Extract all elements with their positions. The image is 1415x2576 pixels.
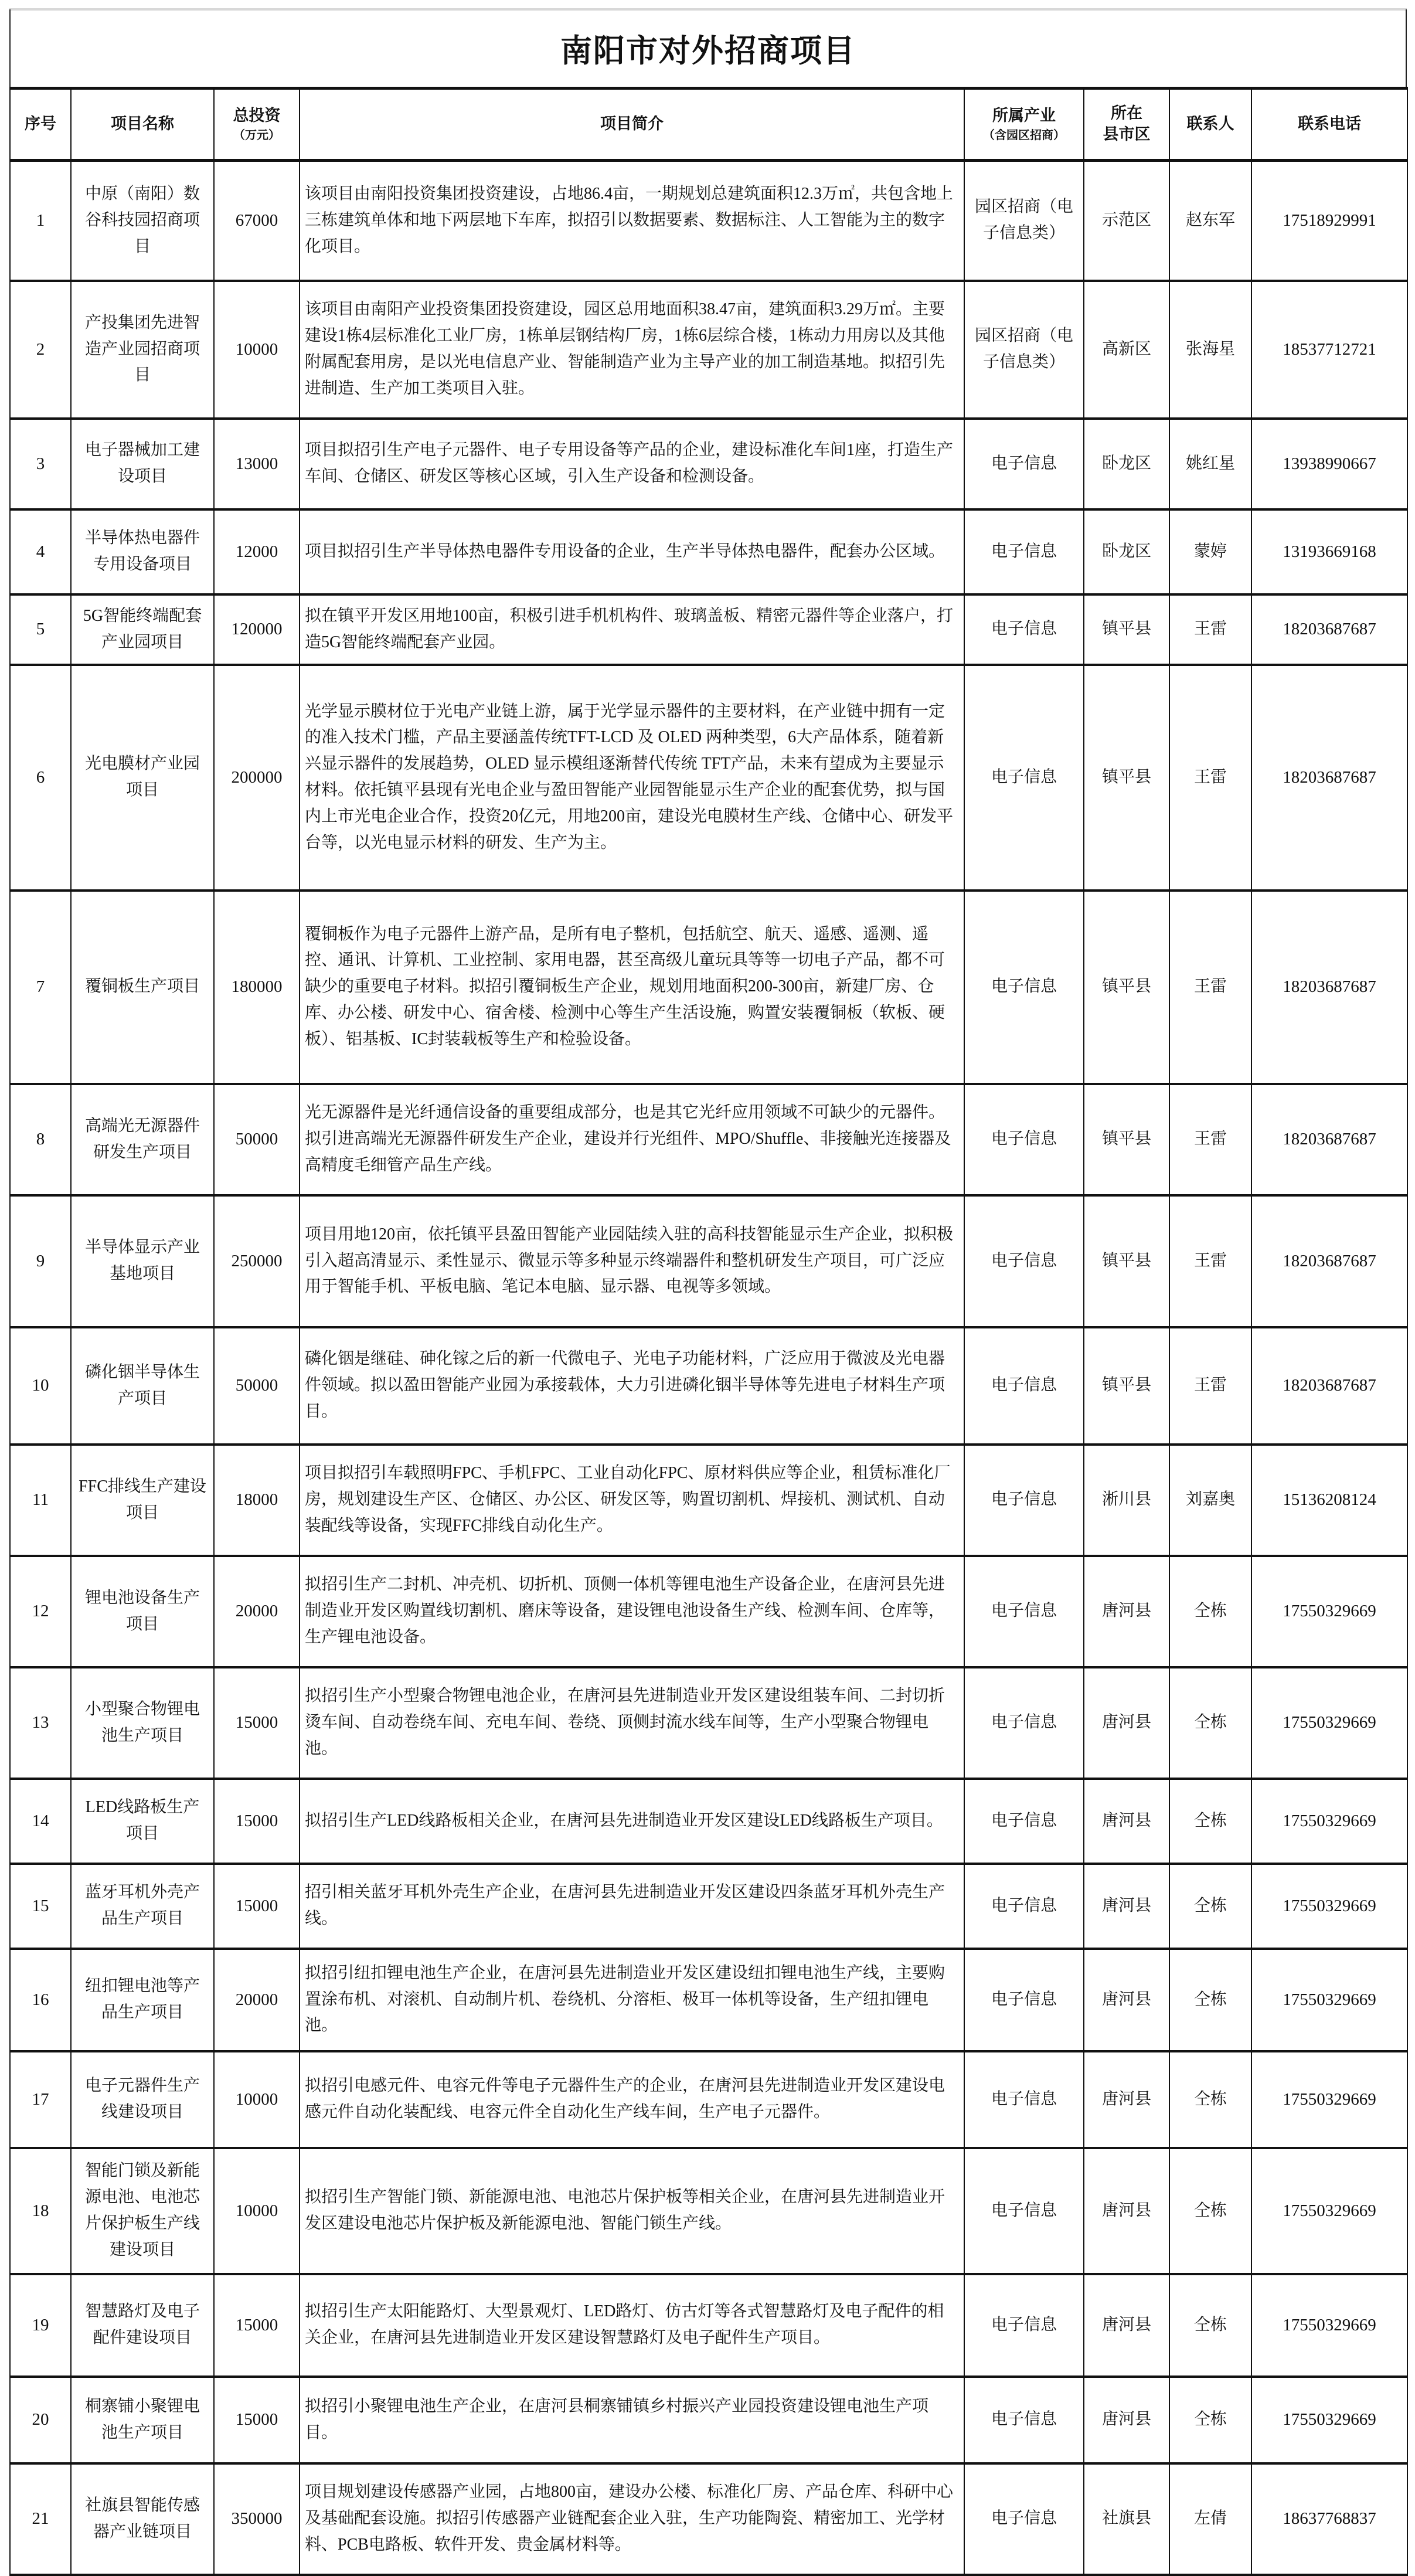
cell-seq: 9 (10, 1195, 71, 1327)
cell-location: 镇平县 (1084, 1327, 1169, 1445)
cell-phone: 17550329669 (1251, 1667, 1407, 1779)
table-row (10, 281, 1407, 419)
cell-seq: 1 (10, 161, 71, 281)
cell-project-name: 纽扣锂电池等产品生产项目 (71, 1949, 214, 2051)
cell-industry: 电子信息 (964, 1445, 1084, 1556)
cell-location: 唐河县 (1084, 2377, 1169, 2463)
cell-location: 唐河县 (1084, 1556, 1169, 1667)
cell-contact: 仝栋 (1169, 1949, 1251, 2051)
cell-seq: 11 (10, 1445, 71, 1556)
cell-investment: 10000 (214, 2148, 300, 2274)
table-row (10, 509, 1407, 594)
table-row (10, 2148, 1407, 2274)
cell-phone: 17550329669 (1251, 1949, 1407, 2051)
cell-description: 覆铜板作为电子元器件上游产品，是所有电子整机，包括航空、航天、遥感、遥测、遥控、通讯、计算机、工业控制、家用电器，甚至高级儿童玩具等等一切电子产品，都不可缺少的重要电子材料。拟招引覆铜板生产企业，规划用地面积200-300亩，新建厂房、仓库、办公楼、研发中心、宿舍楼、检测中心等生产生活设施，购置安装覆铜板（软板、硬板）、铝基板、IC封装载板等生产和检验设备。 (300, 891, 964, 1084)
cell-contact: 仝栋 (1169, 2377, 1251, 2463)
cell-seq: 8 (10, 1084, 71, 1195)
cell-project-name: 电子元器件生产线建设项目 (71, 2051, 214, 2148)
cell-seq: 15 (10, 1864, 71, 1949)
cell-description: 磷化铟是继硅、砷化镓之后的新一代微电子、光电子功能材料，广泛应用于微波及光电器件领域。拟以盈田智能产业园为承接载体，大力引进磷化铟半导体等先进电子材料生产项目。 (300, 1327, 964, 1445)
cell-seq: 12 (10, 1556, 71, 1667)
cell-industry: 电子信息 (964, 1327, 1084, 1445)
table-row (10, 1949, 1407, 2051)
table-row (10, 665, 1407, 891)
cell-industry: 电子信息 (964, 594, 1084, 665)
cell-industry: 园区招商（电子信息类） (964, 281, 1084, 419)
table-row (10, 2274, 1407, 2377)
cell-phone: 13193669168 (1251, 509, 1407, 594)
title-row (9, 9, 1407, 87)
cell-phone: 18203687687 (1251, 665, 1407, 891)
cell-location: 唐河县 (1084, 1949, 1169, 2051)
cell-industry: 电子信息 (964, 1779, 1084, 1864)
table-row (10, 1195, 1407, 1327)
cell-seq: 3 (10, 419, 71, 509)
table-row (10, 1327, 1407, 1445)
table-row (10, 1556, 1407, 1667)
cell-phone: 18203687687 (1251, 1084, 1407, 1195)
cell-project-name: 桐寨铺小聚锂电池生产项目 (71, 2377, 214, 2463)
cell-phone: 13938990667 (1251, 419, 1407, 509)
cell-contact: 左倩 (1169, 2463, 1251, 2575)
cell-project-name: 覆铜板生产项目 (71, 891, 214, 1084)
cell-project-name: 光电膜材产业园项目 (71, 665, 214, 891)
cell-contact: 仝栋 (1169, 2274, 1251, 2377)
cell-location: 淅川县 (1084, 1445, 1169, 1556)
cell-location: 高新区 (1084, 281, 1169, 419)
cell-phone: 17550329669 (1251, 1779, 1407, 1864)
table-row (10, 1084, 1407, 1195)
cell-phone: 17550329669 (1251, 2274, 1407, 2377)
cell-contact: 蒙婷 (1169, 509, 1251, 594)
cell-investment: 180000 (214, 891, 300, 1084)
cell-location: 唐河县 (1084, 2274, 1169, 2377)
cell-industry: 电子信息 (964, 665, 1084, 891)
cell-project-name: 智能门锁及新能源电池、电池芯片保护板生产线建设项目 (71, 2148, 214, 2274)
cell-contact: 王雷 (1169, 665, 1251, 891)
cell-investment: 15000 (214, 1864, 300, 1949)
cell-project-name: 锂电池设备生产项目 (71, 1556, 214, 1667)
cell-phone: 18203687687 (1251, 891, 1407, 1084)
cell-description: 项目拟招引生产半导体热电器件专用设备的企业，生产半导体热电器件，配套办公区域。 (300, 509, 964, 594)
header-industry (964, 89, 1084, 161)
cell-seq: 13 (10, 1667, 71, 1779)
cell-seq: 7 (10, 891, 71, 1084)
cell-phone: 18203687687 (1251, 1327, 1407, 1445)
cell-project-name: 高端光无源器件研发生产项目 (71, 1084, 214, 1195)
cell-seq: 5 (10, 594, 71, 665)
cell-investment: 350000 (214, 2463, 300, 2575)
cell-investment: 13000 (214, 419, 300, 509)
header-location (1084, 89, 1169, 161)
cell-location: 镇平县 (1084, 665, 1169, 891)
cell-location: 唐河县 (1084, 1667, 1169, 1779)
cell-seq: 21 (10, 2463, 71, 2575)
cell-seq: 2 (10, 281, 71, 419)
cell-seq: 10 (10, 1327, 71, 1445)
table-row (10, 2463, 1407, 2575)
cell-investment: 15000 (214, 2377, 300, 2463)
cell-contact: 王雷 (1169, 1327, 1251, 1445)
cell-description: 项目拟招引生产电子元器件、电子专用设备等产品的企业，建设标准化车间1座，打造生产车间、仓储区、研发区等核心区域，引入生产设备和检测设备。 (300, 419, 964, 509)
cell-industry: 电子信息 (964, 2377, 1084, 2463)
cell-phone: 18203687687 (1251, 594, 1407, 665)
cell-project-name: FFC排线生产建设项目 (71, 1445, 214, 1556)
table-row (10, 1864, 1407, 1949)
cell-phone: 18203687687 (1251, 1195, 1407, 1327)
cell-phone: 17550329669 (1251, 2148, 1407, 2274)
cell-contact: 仝栋 (1169, 1864, 1251, 1949)
table-row (10, 161, 1407, 281)
cell-project-name: 社旗县智能传感器产业链项目 (71, 2463, 214, 2575)
cell-investment: 15000 (214, 1667, 300, 1779)
header-investment-unit: （万元） (233, 127, 280, 142)
cell-investment: 15000 (214, 2274, 300, 2377)
cell-seq: 17 (10, 2051, 71, 2148)
cell-industry: 电子信息 (964, 2148, 1084, 2274)
table-row (10, 1779, 1407, 1864)
table-row (10, 891, 1407, 1084)
cell-location: 唐河县 (1084, 2148, 1169, 2274)
cell-description: 拟招引生产智能门锁、新能源电池、电池芯片保护板等相关企业，在唐河县先进制造业开发区建设电池芯片保护板及新能源电池、智能门锁生产线。 (300, 2148, 964, 2274)
cell-investment: 67000 (214, 161, 300, 281)
cell-description: 拟招引纽扣锂电池生产企业，在唐河县先进制造业开发区建设纽扣锂电池生产线，主要购置涂布机、对滚机、自动制片机、卷绕机、分溶柜、极耳一体机等设备，生产纽扣锂电池。 (300, 1949, 964, 2051)
header-contact: 联系人 (1169, 89, 1251, 161)
cell-contact: 仝栋 (1169, 1779, 1251, 1864)
cell-contact: 王雷 (1169, 1084, 1251, 1195)
cell-industry: 电子信息 (964, 2051, 1084, 2148)
cell-location: 唐河县 (1084, 1864, 1169, 1949)
cell-project-name: 中原（南阳）数谷科技园招商项目 (71, 161, 214, 281)
cell-industry: 电子信息 (964, 891, 1084, 1084)
cell-industry: 电子信息 (964, 2274, 1084, 2377)
cell-industry: 电子信息 (964, 1949, 1084, 2051)
investment-projects-sheet (9, 9, 1407, 2576)
cell-description: 该项目由南阳投资集团投资建设，占地86.4亩，一期规划总建筑面积12.3万㎡，共包含地上三栋建筑单体和地下两层地下车库，拟招引以数据要素、数据标注、人工智能为主的数字化项目。 (300, 161, 964, 281)
projects-table (9, 87, 1408, 2576)
cell-contact: 仝栋 (1169, 1556, 1251, 1667)
cell-contact: 赵东军 (1169, 161, 1251, 281)
cell-phone: 18537712721 (1251, 281, 1407, 419)
cell-location: 镇平县 (1084, 891, 1169, 1084)
cell-description: 拟招引生产LED线路板相关企业，在唐河县先进制造业开发区建设LED线路板生产项目。 (300, 1779, 964, 1864)
cell-location: 镇平县 (1084, 594, 1169, 665)
table-header (10, 89, 1407, 161)
header-investment (214, 89, 300, 161)
cell-contact: 王雷 (1169, 891, 1251, 1084)
table-body (10, 161, 1407, 2575)
cell-description: 光学显示膜材位于光电产业链上游，属于光学显示器件的主要材料，在产业链中拥有一定的准入技术门槛，产品主要涵盖传统TFT-LCD 及 OLED 两种类型，6大产品体系，随着新兴显示器件的发展趋势，OLED 显示模组逐渐替代传统 TFT产品，未来有望成为主要显示材料。依托镇平县现有光电企业与盈田智能产业园智能显示生产企业的配套优势，拟与国内上市光电企业合作，投资20亿元，用地200亩，建设光电膜材生产线、仓储中心、研发平台等，以光电显示材料的研发、生产为主。 (300, 665, 964, 891)
table-row (10, 594, 1407, 665)
cell-investment: 50000 (214, 1327, 300, 1445)
cell-location: 唐河县 (1084, 1779, 1169, 1864)
cell-investment: 12000 (214, 509, 300, 594)
cell-project-name: 5G智能终端配套产业园项目 (71, 594, 214, 665)
cell-seq: 19 (10, 2274, 71, 2377)
cell-industry: 电子信息 (964, 1195, 1084, 1327)
cell-phone: 17550329669 (1251, 1556, 1407, 1667)
cell-investment: 10000 (214, 2051, 300, 2148)
cell-industry: 电子信息 (964, 2463, 1084, 2575)
cell-project-name: 磷化铟半导体生产项目 (71, 1327, 214, 1445)
cell-project-name: 电子器械加工建设项目 (71, 419, 214, 509)
cell-seq: 4 (10, 509, 71, 594)
cell-seq: 16 (10, 1949, 71, 2051)
cell-contact: 仝栋 (1169, 2051, 1251, 2148)
cell-contact: 王雷 (1169, 1195, 1251, 1327)
cell-industry: 电子信息 (964, 1667, 1084, 1779)
cell-investment: 50000 (214, 1084, 300, 1195)
cell-description: 项目拟招引车载照明FPC、手机FPC、工业自动化FPC、原材料供应等企业，租赁标准化厂房，规划建设生产区、仓储区、办公区、研发区等，购置切割机、焊接机、测试机、自动装配线等设备，实现FFC排线自动化生产。 (300, 1445, 964, 1556)
cell-project-name: 半导体显示产业基地项目 (71, 1195, 214, 1327)
cell-location: 卧龙区 (1084, 509, 1169, 594)
cell-investment: 18000 (214, 1445, 300, 1556)
cell-seq: 20 (10, 2377, 71, 2463)
cell-seq: 6 (10, 665, 71, 891)
cell-description: 该项目由南阳产业投资集团投资建设，园区总用地面积38.47亩，建筑面积3.29万㎡。主要建设1栋4层标准化工业厂房，1栋单层钢结构厂房，1栋6层综合楼，1栋动力用房以及其他附属配套用房，是以光电信息产业、智能制造产业为主导产业的加工制造基地。拟招引先进制造、生产加工类项目入驻。 (300, 281, 964, 419)
table-row (10, 419, 1407, 509)
cell-phone: 15136208124 (1251, 1445, 1407, 1556)
cell-investment: 15000 (214, 1779, 300, 1864)
cell-location: 镇平县 (1084, 1084, 1169, 1195)
cell-contact: 仝栋 (1169, 1667, 1251, 1779)
cell-description: 拟在镇平开发区用地100亩，积极引进手机机构件、玻璃盖板、精密元器件等企业落户，打造5G智能终端配套产业园。 (300, 594, 964, 665)
table-row (10, 2051, 1407, 2148)
cell-phone: 17550329669 (1251, 2377, 1407, 2463)
cell-location: 镇平县 (1084, 1195, 1169, 1327)
cell-industry: 电子信息 (964, 1084, 1084, 1195)
header-location-line2: 县市区 (1103, 125, 1151, 144)
cell-description: 拟招引生产太阳能路灯、大型景观灯、LED路灯、仿古灯等各式智慧路灯及电子配件的相关企业，在唐河县先进制造业开发区建设智慧路灯及电子配件生产项目。 (300, 2274, 964, 2377)
cell-industry: 电子信息 (964, 1556, 1084, 1667)
cell-project-name: 智慧路灯及电子配件建设项目 (71, 2274, 214, 2377)
cell-phone: 18637768837 (1251, 2463, 1407, 2575)
table-row (10, 1667, 1407, 1779)
cell-description: 拟招引生产小型聚合物锂电池企业，在唐河县先进制造业开发区建设组装车间、二封切折烫车间、自动卷绕车间、充电车间、卷绕、顶侧封流水线车间等，生产小型聚合物锂电池。 (300, 1667, 964, 1779)
cell-industry: 园区招商（电子信息类） (964, 161, 1084, 281)
cell-project-name: 蓝牙耳机外壳产品生产项目 (71, 1864, 214, 1949)
cell-investment: 120000 (214, 594, 300, 665)
cell-investment: 200000 (214, 665, 300, 891)
header-name: 项目名称 (71, 89, 214, 161)
cell-seq: 14 (10, 1779, 71, 1864)
table-row (10, 1445, 1407, 1556)
header-industry-sub: （含园区招商） (983, 127, 1065, 142)
cell-contact: 仝栋 (1169, 2148, 1251, 2274)
header-industry-label: 所属产业 (992, 107, 1056, 125)
cell-investment: 20000 (214, 1556, 300, 1667)
cell-contact: 王雷 (1169, 594, 1251, 665)
cell-investment: 10000 (214, 281, 300, 419)
cell-location: 卧龙区 (1084, 419, 1169, 509)
header-phone: 联系电话 (1251, 89, 1407, 161)
cell-location: 示范区 (1084, 161, 1169, 281)
cell-industry: 电子信息 (964, 1864, 1084, 1949)
cell-description: 项目规划建设传感器产业园，占地800亩，建设办公楼、标准化厂房、产品仓库、科研中心及基础配套设施。拟招引传感器产业链配套企业入驻，生产功能陶瓷、精密加工、光学材料、PCB电路板、软件开发、贵金属材料等。 (300, 2463, 964, 2575)
cell-project-name: LED线路板生产项目 (71, 1779, 214, 1864)
cell-contact: 刘嘉奥 (1169, 1445, 1251, 1556)
cell-investment: 20000 (214, 1949, 300, 2051)
cell-phone: 17550329669 (1251, 2051, 1407, 2148)
cell-description: 招引相关蓝牙耳机外壳生产企业，在唐河县先进制造业开发区建设四条蓝牙耳机外壳生产线。 (300, 1864, 964, 1949)
cell-phone: 17518929991 (1251, 161, 1407, 281)
header-investment-label: 总投资 (233, 107, 281, 125)
cell-contact: 姚红星 (1169, 419, 1251, 509)
cell-industry: 电子信息 (964, 419, 1084, 509)
cell-contact: 张海星 (1169, 281, 1251, 419)
cell-project-name: 小型聚合物锂电池生产项目 (71, 1667, 214, 1779)
cell-description: 项目用地120亩，依托镇平县盈田智能产业园陆续入驻的高科技智能显示生产企业，拟积极引入超高清显示、柔性显示、微显示等多种显示终端器件和整机研发生产项目，可广泛应用于智能手机、平板电脑、笔记本电脑、显示器、电视等多领域。 (300, 1195, 964, 1327)
cell-industry: 电子信息 (964, 509, 1084, 594)
cell-location: 社旗县 (1084, 2463, 1169, 2575)
cell-description: 拟招引电感元件、电容元件等电子元器件生产的企业，在唐河县先进制造业开发区建设电感元件自动化装配线、电容元件全自动化生产线车间，生产电子元器件。 (300, 2051, 964, 2148)
cell-description: 拟招引生产二封机、冲壳机、切折机、顶侧一体机等锂电池生产设备企业，在唐河县先进制造业开发区购置线切割机、磨床等设备，建设锂电池设备生产线、检测车间、仓库等，生产锂电池设备。 (300, 1556, 964, 1667)
header-location-line1: 所在 (1111, 104, 1142, 123)
cell-investment: 250000 (214, 1195, 300, 1327)
cell-phone: 17550329669 (1251, 1864, 1407, 1949)
document-title: 南阳市对外招商项目 (560, 32, 856, 69)
header-seq: 序号 (10, 89, 71, 161)
cell-location: 唐河县 (1084, 2051, 1169, 2148)
table-row (10, 2377, 1407, 2463)
cell-seq: 18 (10, 2148, 71, 2274)
cell-project-name: 半导体热电器件专用设备项目 (71, 509, 214, 594)
header-description: 项目简介 (300, 89, 964, 161)
cell-description: 光无源器件是光纤通信设备的重要组成部分，也是其它光纤应用领域不可缺少的元器件。拟引进高端光无源器件研发生产企业，建设并行光组件、MPO/Shuffle、非接触光连接器及高精度毛细管产品生产线。 (300, 1084, 964, 1195)
cell-project-name: 产投集团先进智造产业园招商项目 (71, 281, 214, 419)
cell-description: 拟招引小聚锂电池生产企业，在唐河县桐寨铺镇乡村振兴产业园投资建设锂电池生产项目。 (300, 2377, 964, 2463)
